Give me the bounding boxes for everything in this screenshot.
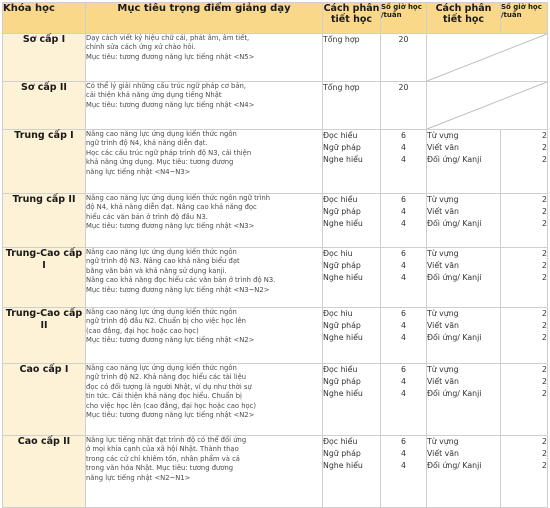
hours-2-item: 2 <box>542 449 547 459</box>
diagonal-slash <box>427 82 547 129</box>
split-1-item: Nghe hiểu <box>323 461 363 471</box>
hours-2-cell <box>501 194 548 248</box>
course-goal-text: Năng lực tiếng nhật đạt trình độ có thể đối ứng ở mọi khía cạnh của xã hội Nhật. Thành thạo trong các cử chỉ khiêm tốn, nhân phẩm và cả trong văn hóa Nhật. Mục tiêu: tương đương năng lực tiếng nhật <N2~N1> <box>86 436 247 482</box>
split-1-cell <box>323 34 381 82</box>
split-1-item: Đọc hiểu <box>323 437 358 446</box>
hours-2-item: 2 <box>542 261 547 271</box>
split-2-cell <box>427 194 501 248</box>
hours-2-item: 2 <box>542 437 547 446</box>
split-2-item: Từ vựng <box>427 131 459 140</box>
table-row <box>3 34 548 82</box>
hours-1-item: 4 <box>401 273 406 283</box>
hours-1-cell <box>381 436 427 508</box>
hours-1-item: 6 <box>401 249 406 258</box>
course-goal-cell <box>86 194 323 248</box>
diagonal-slash <box>427 34 547 81</box>
hours-1-item: 6 <box>401 437 406 446</box>
header-hours-2: Số giờ học /tuần <box>501 3 548 34</box>
hours-1-cell <box>381 130 427 194</box>
hours-1-item: 6 <box>401 309 406 318</box>
hours-2-item: 2 <box>542 333 547 343</box>
split-1-item: Tổng hợp <box>323 83 360 92</box>
split-1-cell <box>323 194 381 248</box>
table-header <box>3 3 548 34</box>
hours-1-cell <box>381 194 427 248</box>
hours-1-item: 4 <box>401 155 406 165</box>
split-1-item: Đọc hiểu <box>323 365 358 374</box>
hours-1-item: 4 <box>401 207 406 217</box>
hours-1-item: 4 <box>401 449 406 459</box>
split-2-item: Từ vựng <box>427 365 459 374</box>
hours-2-item: 2 <box>542 377 547 387</box>
course-name: Sơ cấp II <box>3 82 86 130</box>
hours-2-cell <box>501 436 548 508</box>
table-row <box>3 194 548 248</box>
split-2-item: Từ vựng <box>427 195 459 204</box>
split-2-item: Viết văn <box>427 261 459 271</box>
header-goal: Mục tiêu trọng điểm giảng dạy <box>86 3 323 34</box>
hours-2-item: 2 <box>542 131 547 140</box>
course-goal-cell <box>86 364 323 436</box>
split-1-item: Nghe hiểu <box>323 333 363 343</box>
split-2-cell <box>427 130 501 194</box>
table-row <box>3 364 548 436</box>
hours-2-item: 2 <box>542 389 547 399</box>
course-goal-cell <box>86 436 323 508</box>
table-row <box>3 82 548 130</box>
split-1-item: Ngữ pháp <box>323 321 361 331</box>
split-1-item: Ngữ pháp <box>323 377 361 387</box>
split-1-item: Ngữ pháp <box>323 207 361 217</box>
split-2-item: Viết văn <box>427 143 459 153</box>
course-goal-cell <box>86 308 323 364</box>
header-course: Khóa học <box>3 3 86 34</box>
table-row <box>3 308 548 364</box>
course-goal-text: Dạy cách viết ký hiệu chữ cái, phát âm, âm tiết, chính sửa cách ứng xử chào hỏi. Mục tiêu: tương đương năng lực tiếng nhật <N5> <box>86 34 255 61</box>
hours-2-item: 2 <box>542 155 547 165</box>
split-2-item: Đối ứng/ Kanji <box>427 219 482 229</box>
split-2-cell <box>427 308 501 364</box>
split-1-item: Đọc hiu <box>323 249 353 258</box>
hours-1-item: 6 <box>401 365 406 374</box>
empty-split-cell <box>427 34 548 82</box>
hours-2-item: 2 <box>542 249 547 258</box>
course-table <box>2 2 548 508</box>
course-goal-text: Có thể lý giải những cấu trúc ngữ pháp cơ bản, cải thiện khả năng ứng dụng tiếng Nhật Mục tiêu: tương đương năng lực tiếng nhật <N4> <box>86 82 255 109</box>
hours-2-cell <box>501 364 548 436</box>
course-goal-text: Nâng cao năng lực ứng dụng kiến thức ngôn ngữ trình độ N3. Nâng cao khả năng biểu đạt bằng văn bản và khả năng sử dụng kanji. Nâng cao khả năng đọc hiểu các văn bản ở trình độ N3. Mục tiêu: tương đương năng lực tiếng nhật <N3~N2> <box>86 248 276 294</box>
split-2-item: Từ vựng <box>427 437 459 446</box>
hours-1-item: 4 <box>401 321 406 331</box>
split-1-item: Nghe hiểu <box>323 219 363 229</box>
split-2-item: Đối ứng/ Kanji <box>427 155 482 165</box>
course-goal-text: Nâng cao năng lực ứng dụng kiến thức ngôn ngữ trình độ N4, khả năng diễn đạt. Học các cấu trúc ngữ pháp trình độ N3, cải thiện khả năng ứng dụng. Mục tiêu: tương đương năng lực tiếng nhật <N4~N3> <box>86 130 252 176</box>
empty-split-cell <box>427 82 548 130</box>
course-goal-text: Nâng cao năng lực ứng dụng kiến thức ngôn ngữ trình độ N4, khả năng diễn đạt. Nâng cao khả năng đọc hiểu các văn bản ở trình độ đầu N3. Mục tiêu: tương đương năng lực tiếng nhật <N3> <box>86 194 271 231</box>
hours-1-item: 4 <box>401 377 406 387</box>
split-1-item: Nghe hiểu <box>323 155 363 165</box>
course-name: Trung-Cao cấp II <box>3 308 86 364</box>
hours-2-item: 2 <box>542 273 547 283</box>
hours-1-item: 20 <box>398 35 409 44</box>
header-split-2: Cách phân tiết học <box>427 3 501 34</box>
split-2-item: Viết văn <box>427 207 459 217</box>
split-1-item: Ngữ pháp <box>323 449 361 459</box>
hours-2-item: 2 <box>542 143 547 153</box>
split-2-item: Đối ứng/ Kanji <box>427 389 482 399</box>
course-goal-cell <box>86 34 323 82</box>
table-body <box>3 34 548 508</box>
table-row <box>3 248 548 308</box>
split-1-cell <box>323 308 381 364</box>
split-2-cell <box>427 436 501 508</box>
course-goal-text: Nâng cao năng lực ứng dụng kiến thức ngôn ngữ trình độ N2. Khả năng đọc hiểu các tài liệu đọc có đối tượng là người Nhật, ví dụ như thời sự tin tức. Cải thiện khả năng đọc hiểu. Chuẩn bị cho việc học lên (cao đẳng, đại học hoặc cao học) Mục tiêu: tương đương năng lực tiếng nhật <N2> <box>86 364 257 420</box>
hours-1-item: 4 <box>401 461 406 471</box>
hours-2-item: 2 <box>542 461 547 471</box>
hours-2-item: 2 <box>542 309 547 318</box>
hours-1-item: 4 <box>401 389 406 399</box>
hours-1-item: 4 <box>401 143 406 153</box>
course-name: Trung-Cao cấp I <box>3 248 86 308</box>
hours-2-item: 2 <box>542 321 547 331</box>
course-goal-cell <box>86 130 323 194</box>
split-1-cell <box>323 436 381 508</box>
hours-2-item: 2 <box>542 219 547 229</box>
split-2-item: Viết văn <box>427 321 459 331</box>
header-split-1: Cách phân tiết học <box>323 3 381 34</box>
split-2-item: Viết văn <box>427 449 459 459</box>
course-goal-cell <box>86 248 323 308</box>
hours-1-item: 20 <box>398 83 409 92</box>
hours-1-item: 4 <box>401 333 406 343</box>
split-2-cell <box>427 248 501 308</box>
split-2-item: Đối ứng/ Kanji <box>427 461 482 471</box>
course-name: Sơ cấp I <box>3 34 86 82</box>
hours-1-item: 6 <box>401 131 406 140</box>
hours-2-cell <box>501 130 548 194</box>
hours-1-cell <box>381 248 427 308</box>
course-name: Cao cấp I <box>3 364 86 436</box>
split-2-item: Từ vựng <box>427 309 459 318</box>
split-2-item: Đối ứng/ Kanji <box>427 333 482 343</box>
hours-1-cell <box>381 308 427 364</box>
course-goal-cell <box>86 82 323 130</box>
table-row <box>3 130 548 194</box>
hours-2-item: 2 <box>542 195 547 204</box>
course-name: Trung cấp II <box>3 194 86 248</box>
hours-1-item: 6 <box>401 195 406 204</box>
table-row <box>3 436 548 508</box>
split-1-cell <box>323 130 381 194</box>
split-1-item: Đọc hiu <box>323 309 353 318</box>
course-name: Cao cấp II <box>3 436 86 508</box>
hours-1-cell <box>381 364 427 436</box>
split-1-item: Nghe hiểu <box>323 273 363 283</box>
header-hours-1: Số giờ học /tuần <box>381 3 427 34</box>
hours-1-cell <box>381 82 427 130</box>
hours-2-cell <box>501 308 548 364</box>
split-1-cell <box>323 82 381 130</box>
split-1-item: Ngữ pháp <box>323 261 361 271</box>
course-goal-text: Nâng cao năng lực ứng dụng kiến thức ngôn ngữ trình độ đầu N2. Chuẩn bị cho việc học lên (cao đẳng, đại học hoặc cao học) Mục tiêu: tương đương năng lực tiếng nhật <N2> <box>86 308 255 345</box>
hours-1-item: 4 <box>401 219 406 229</box>
course-name: Trung cấp I <box>3 130 86 194</box>
split-2-item: Viết văn <box>427 377 459 387</box>
split-1-item: Nghe hiểu <box>323 389 363 399</box>
split-2-cell <box>427 364 501 436</box>
hours-1-cell <box>381 34 427 82</box>
hours-1-item: 4 <box>401 261 406 271</box>
hours-2-cell <box>501 248 548 308</box>
hours-2-item: 2 <box>542 365 547 374</box>
split-1-cell <box>323 248 381 308</box>
split-2-item: Đối ứng/ Kanji <box>427 273 482 283</box>
split-1-item: Đọc hiểu <box>323 195 358 204</box>
split-1-cell <box>323 364 381 436</box>
split-1-item: Tổng hợp <box>323 35 360 44</box>
split-1-item: Ngữ pháp <box>323 143 361 153</box>
split-1-item: Đọc hiểu <box>323 131 358 140</box>
hours-2-item: 2 <box>542 207 547 217</box>
split-2-item: Từ vựng <box>427 249 459 258</box>
